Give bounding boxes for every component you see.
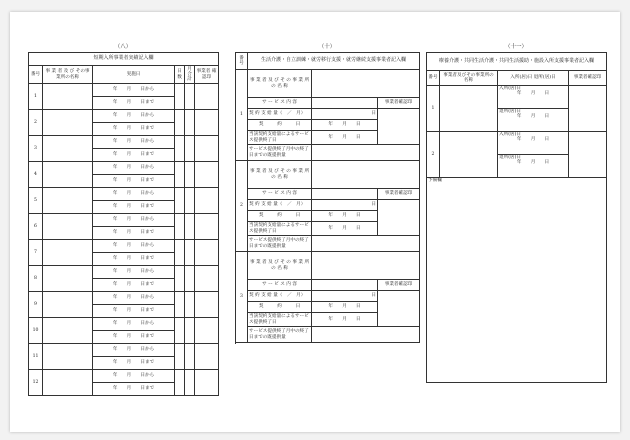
provider-name-cell	[312, 161, 420, 189]
provider-name-cell	[312, 252, 420, 280]
date-from-cell: 年 月 日から	[93, 84, 175, 97]
panel-ju-label: （十）	[318, 44, 336, 50]
panel-ha-title: 短期入所事業者実績記入欄	[29, 53, 219, 66]
days-cell	[175, 162, 185, 188]
table-row	[29, 266, 219, 279]
days-cell	[175, 292, 185, 318]
leave-label: 退所(居)日	[499, 109, 521, 114]
month-total-cell	[185, 266, 195, 292]
admit-label: 入所(居)日	[499, 132, 521, 137]
month-total-cell	[185, 370, 195, 396]
table-row	[29, 292, 219, 305]
table-row	[236, 189, 420, 200]
date-to-cell: 年 月 日まで	[93, 97, 175, 110]
row-number: 10	[29, 318, 43, 344]
month-total-cell	[185, 136, 195, 162]
table-row	[29, 214, 219, 227]
confirm-stamp-cell	[378, 291, 420, 327]
contract-date-label: 契 約 日	[248, 211, 312, 222]
row-number: 3	[236, 252, 248, 343]
row-number: 6	[29, 214, 43, 240]
row-number: 2	[29, 110, 43, 136]
date-to-cell: 年 月 日まで	[93, 227, 175, 240]
table-row	[236, 98, 420, 109]
month-total-cell	[185, 214, 195, 240]
admit-date: 年 月 日	[516, 91, 550, 97]
day-unit: 日	[312, 200, 378, 211]
table-row	[29, 344, 219, 357]
days-cell	[175, 344, 185, 370]
date-from-cell: 年 月 日から	[93, 344, 175, 357]
days-cell	[175, 136, 185, 162]
provider-name-cell	[43, 84, 93, 110]
confirm-cell	[195, 266, 219, 292]
day-unit: 日	[312, 291, 378, 302]
days-cell	[175, 188, 185, 214]
end-date-cell: 年 月 日	[312, 222, 378, 236]
contract-date-label: 契 約 日	[248, 120, 312, 131]
last-month-label: サービス提供終了月中の終了日までの既提供量	[248, 327, 312, 343]
admit-label: 入所(居)日	[499, 86, 521, 91]
provider-name-cell	[43, 136, 93, 162]
table-row	[236, 109, 420, 120]
date-to-cell: 年 月 日まで	[93, 383, 175, 396]
month-total-cell	[185, 162, 195, 188]
ha-col-confirm: 事業者 確認印	[195, 66, 219, 84]
date-from-cell: 年 月 日から	[93, 188, 175, 201]
provider-name-cell	[43, 162, 93, 188]
admit-cell	[498, 132, 569, 155]
leave-label: 退所(居)日	[499, 155, 521, 160]
table-row	[29, 370, 219, 383]
service-cell	[312, 98, 378, 109]
end-date-label: 当該契約支給量によるサービス提供終了日	[248, 313, 312, 327]
row-number: 5	[29, 188, 43, 214]
confirm-cell	[195, 84, 219, 110]
provider-name-cell	[440, 86, 498, 132]
month-total-cell	[185, 318, 195, 344]
confirm-cell	[195, 344, 219, 370]
contract-amount-label: 契 約 支 給 量（ ／ 月）	[248, 200, 312, 211]
provider-name-label: 事 業 者 及 び そ の 事 業 所 の 名 称	[248, 70, 312, 98]
confirm-cell	[195, 240, 219, 266]
provider-name-cell	[43, 240, 93, 266]
confirm-label: 事業者確認印	[378, 98, 420, 109]
row-number: 4	[29, 162, 43, 188]
confirm-cell	[195, 292, 219, 318]
row-number: 1	[236, 70, 248, 161]
table-row	[236, 291, 420, 302]
row-number: 7	[29, 240, 43, 266]
contract-amount-label: 契 約 支 給 量（ ／ 月）	[248, 109, 312, 120]
date-from-cell: 年 月 日から	[93, 110, 175, 123]
table-row	[236, 161, 420, 189]
confirm-cell	[195, 370, 219, 396]
service-label: サ ー ビ ス 内 容	[248, 280, 312, 291]
date-from-cell: 年 月 日から	[93, 292, 175, 305]
table-row	[29, 110, 219, 123]
confirm-cell	[195, 214, 219, 240]
leave-cell	[498, 155, 569, 178]
contract-date-label: 契 約 日	[248, 302, 312, 313]
provider-name-cell	[43, 266, 93, 292]
day-unit: 日	[312, 109, 378, 120]
table-row	[236, 280, 420, 291]
ha-col-month-total: 月 合 計	[185, 66, 195, 84]
row-number: 12	[29, 370, 43, 396]
confirm-cell	[569, 132, 607, 178]
confirm-stamp-cell	[378, 200, 420, 236]
table-row	[29, 240, 219, 253]
ha-col-date: 実施日	[93, 66, 175, 84]
date-to-cell: 年 月 日まで	[93, 305, 175, 318]
last-month-label: サービス提供終了月中の終了日までの既提供量	[248, 236, 312, 252]
confirm-cell	[569, 86, 607, 132]
date-to-cell: 年 月 日まで	[93, 357, 175, 370]
panel-juichi-title: 療養介護・共同生活介護・共同生活援助・施設入所支援事業者記入欄	[427, 53, 607, 71]
confirm-label: 事業者確認印	[378, 189, 420, 200]
confirm-cell	[195, 318, 219, 344]
table-row	[236, 327, 420, 343]
leave-date: 年 月 日	[516, 160, 550, 166]
panel-ju-table	[235, 52, 420, 343]
ju-col-no: 番号	[236, 53, 248, 70]
table-row	[427, 86, 607, 109]
confirm-cell	[195, 162, 219, 188]
confirm-cell	[195, 188, 219, 214]
date-to-cell: 年 月 日まで	[93, 123, 175, 136]
date-to-cell: 年 月 日まで	[93, 279, 175, 292]
last-month-label: サービス提供終了月中の終了日までの既提供量	[248, 145, 312, 161]
table-row	[29, 188, 219, 201]
end-date-cell: 年 月 日	[312, 313, 378, 327]
table-row	[427, 132, 607, 155]
end-date-cell: 年 月 日	[312, 131, 378, 145]
leave-date: 年 月 日	[516, 114, 550, 120]
row-number: 3	[29, 136, 43, 162]
last-month-cell	[312, 145, 420, 161]
ha-col-name: 事 業 者 及 び その事業所の名称	[43, 66, 93, 84]
panel-juichi-table	[426, 52, 607, 383]
confirm-stamp-cell	[378, 109, 420, 145]
service-label: サ ー ビ ス 内 容	[248, 189, 312, 200]
leave-cell	[498, 109, 569, 132]
days-cell	[175, 370, 185, 396]
month-total-cell	[185, 84, 195, 110]
notes-cell: 予備欄	[427, 178, 607, 383]
panel-juichi-label: （十一）	[504, 44, 527, 50]
row-number: 8	[29, 266, 43, 292]
table-row	[29, 162, 219, 175]
date-from-cell: 年 月 日から	[93, 370, 175, 383]
panel-ha-label: （八）	[114, 44, 132, 50]
table-row	[236, 252, 420, 280]
provider-name-cell	[43, 318, 93, 344]
table-row	[236, 70, 420, 98]
provider-name-cell	[43, 214, 93, 240]
date-to-cell: 年 月 日まで	[93, 331, 175, 344]
row-number: 1	[427, 86, 440, 132]
provider-name-cell	[43, 110, 93, 136]
month-total-cell	[185, 292, 195, 318]
last-month-cell	[312, 327, 420, 343]
form-sheet	[10, 12, 620, 432]
end-date-label: 当該契約支給量によるサービス提供終了日	[248, 222, 312, 236]
service-cell	[312, 189, 378, 200]
date-from-cell: 年 月 日から	[93, 266, 175, 279]
row-number: 11	[29, 344, 43, 370]
juichi-col-confirm: 事業者確認印	[569, 71, 607, 86]
end-date-label: 当該契約支給量によるサービス提供終了日	[248, 131, 312, 145]
days-cell	[175, 84, 185, 110]
table-row	[29, 84, 219, 97]
table-row	[236, 200, 420, 211]
provider-name-cell	[312, 70, 420, 98]
last-month-cell	[312, 236, 420, 252]
juichi-col-name: 事業者及びその事業所の名称	[440, 71, 498, 86]
provider-name-cell	[440, 132, 498, 178]
row-number: 2	[427, 132, 440, 178]
panel-ha-table	[28, 52, 219, 396]
days-cell	[175, 318, 185, 344]
table-row	[236, 145, 420, 161]
notes-row	[427, 178, 607, 383]
contract-date-cell: 年 月 日	[312, 120, 378, 131]
row-number: 9	[29, 292, 43, 318]
admit-date: 年 月 日	[516, 137, 550, 143]
provider-name-label: 事 業 者 及 び そ の 事 業 所 の 名 称	[248, 161, 312, 189]
table-row	[236, 236, 420, 252]
month-total-cell	[185, 188, 195, 214]
confirm-label: 事業者確認印	[378, 280, 420, 291]
date-to-cell: 年 月 日まで	[93, 253, 175, 266]
row-number: 1	[29, 84, 43, 110]
juichi-col-dates: 入所(居)日 退所(居)日	[498, 71, 569, 86]
service-label: サ ー ビ ス 内 容	[248, 98, 312, 109]
days-cell	[175, 214, 185, 240]
provider-name-cell	[43, 370, 93, 396]
provider-name-label: 事 業 者 及 び そ の 事 業 所 の 名 称	[248, 252, 312, 280]
month-total-cell	[185, 344, 195, 370]
row-number: 2	[236, 161, 248, 252]
date-from-cell: 年 月 日から	[93, 136, 175, 149]
date-from-cell: 年 月 日から	[93, 318, 175, 331]
date-to-cell: 年 月 日まで	[93, 201, 175, 214]
month-total-cell	[185, 110, 195, 136]
days-cell	[175, 110, 185, 136]
date-from-cell: 年 月 日から	[93, 240, 175, 253]
contract-amount-label: 契 約 支 給 量（ ／ 月）	[248, 291, 312, 302]
provider-name-cell	[43, 344, 93, 370]
days-cell	[175, 240, 185, 266]
days-cell	[175, 266, 185, 292]
confirm-cell	[195, 136, 219, 162]
contract-date-cell: 年 月 日	[312, 211, 378, 222]
service-cell	[312, 280, 378, 291]
month-total-cell	[185, 240, 195, 266]
date-to-cell: 年 月 日まで	[93, 175, 175, 188]
provider-name-cell	[43, 292, 93, 318]
date-from-cell: 年 月 日から	[93, 162, 175, 175]
provider-name-cell	[43, 188, 93, 214]
date-from-cell: 年 月 日から	[93, 214, 175, 227]
date-to-cell: 年 月 日まで	[93, 149, 175, 162]
table-row	[29, 136, 219, 149]
admit-cell	[498, 86, 569, 109]
ha-col-no: 番号	[29, 66, 43, 84]
contract-date-cell: 年 月 日	[312, 302, 378, 313]
panel-ju-title: 生活介護・自立訓練・就労移行支援・就労継続支援事業者記入欄	[248, 53, 420, 70]
juichi-col-no: 番号	[427, 71, 440, 86]
table-row	[29, 318, 219, 331]
ha-col-days: 日数	[175, 66, 185, 84]
confirm-cell	[195, 110, 219, 136]
